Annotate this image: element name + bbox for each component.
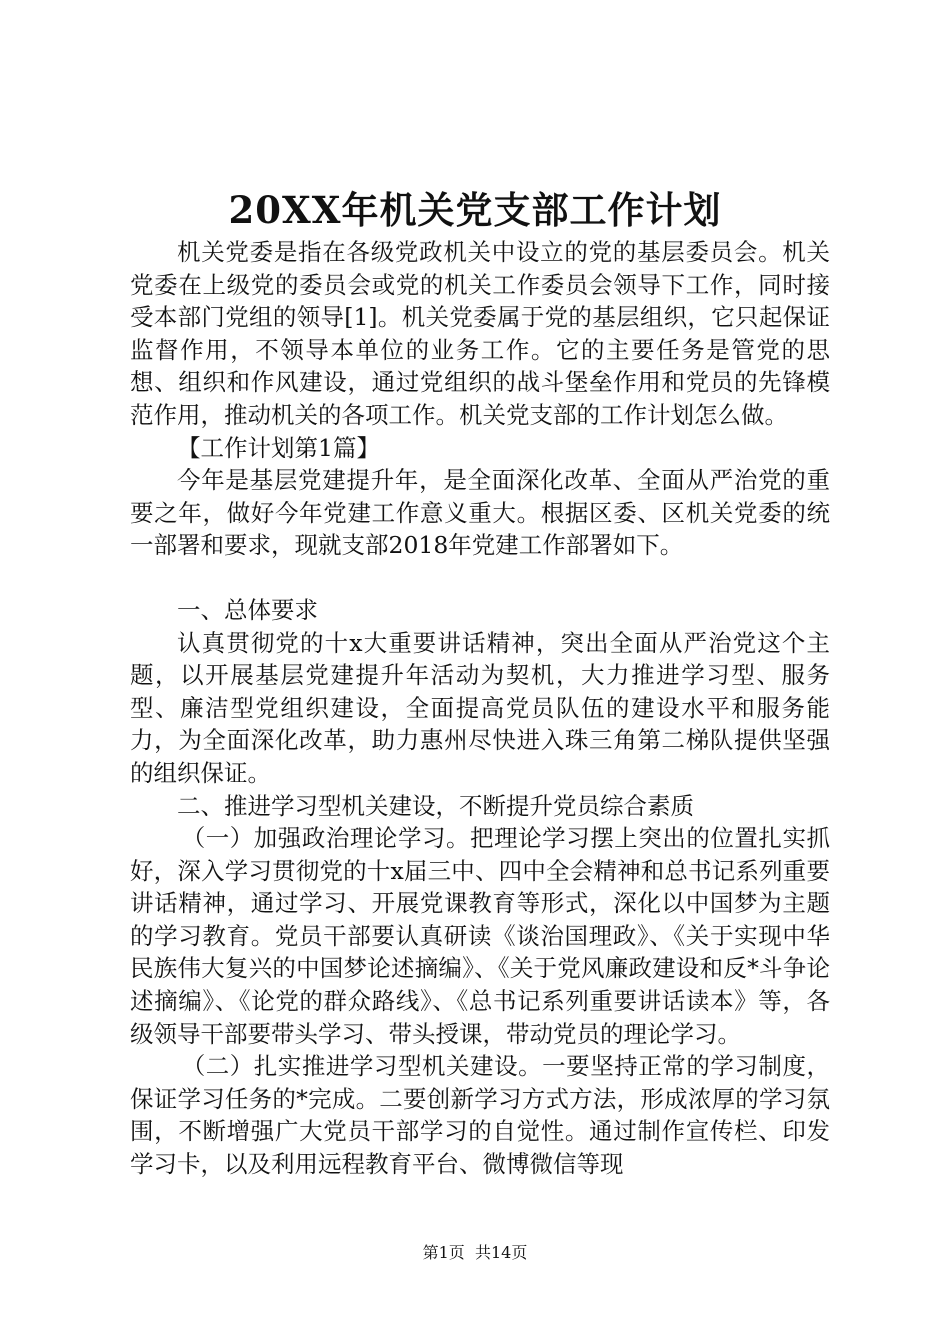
total-pages: 共14页: [474, 1243, 528, 1262]
plan-intro-paragraph: 今年是基层党建提升年，是全面深化改革、全面从严治党的重要之年，做好今年党建工作意义重大。根据区委、区机关党委的统一部署和要求，现就支部2018年党建工作部署如下。: [130, 466, 830, 560]
subsection-theory-study: （一）加强政治理论学习。把理论学习摆上突出的位置扎实抓好，深入学习贯彻党的十x届三中、四中全会精神和总书记系列重要讲话精神，通过学习、开展党课教育等形式，深化以中国梦为主题的学习教育。党员干部要认真研读《谈治国理政》、《关于实现中华民族伟大复兴的中国梦论述摘编》、《关于党风廉政建设和反*斗争论述摘编》、《论党的群众路线》、《总书记系列重要讲话读本》等，各级领导干部要带头学习、带头授课，带动党员的理论学习。: [130, 824, 830, 1048]
subsection-learning-construction: （二）扎实推进学习型机关建设。一要坚持正常的学习制度，保证学习任务的*完成。二要创新学习方式方法，形成浓厚的学习氛围，不断增强广大党员干部学习的自觉性。通过制作宣传栏、印发学习卡，以及利用远程教育平台、微博微信等现: [130, 1052, 830, 1179]
general-requirements-paragraph: 认真贯彻党的十x大重要讲话精神，突出全面从严治党这个主题，以开展基层党建提升年活动为契机，大力推进学习型、服务型、廉洁型党组织建设，全面提高党员队伍的建设水平和服务能力，为全面深化改革，助力惠州尽快进入珠三角第二梯队提供坚强的组织保证。: [130, 628, 830, 787]
document-body: [130, 236, 830, 1181]
intro-paragraph: 机关党委是指在各级党政机关中设立的党的基层委员会。机关党委在上级党的委员会或党的机关工作委员会领导下工作，同时接受本部门党组的领导[1]。机关党委属于党的基层组织，它只起保证监督作用，不领导本单位的业务工作。它的主要任务是管党的思想、组织和作风建设，通过党组织的战斗堡垒作用和党员的先锋模范作用，推动机关的各项工作。机关党支部的工作计划怎么做。: [130, 238, 830, 429]
heading-general-requirements: 一、总体要求: [177, 595, 318, 624]
document-title: 20XX年机关党支部工作计划: [228, 188, 722, 232]
section-label-plan-1: 【工作计划第1篇】: [177, 433, 380, 462]
page-number: 第1页: [422, 1243, 465, 1262]
page-footer: [0, 1241, 950, 1265]
heading-learning-organization: 二、推进学习型机关建设，不断提升党员综合素质: [177, 791, 694, 820]
